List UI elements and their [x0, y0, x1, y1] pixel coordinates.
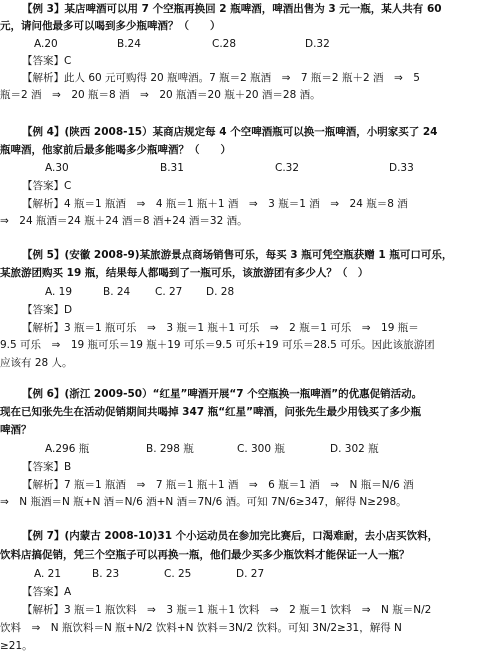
- option-d: D.32: [305, 38, 330, 50]
- answer-line: 【答案】D: [22, 304, 73, 316]
- analysis-line: 【解析】4 瓶＝1 瓶酒 ⇒ 4 瓶＝1 瓶＋1 酒 ⇒ 3 瓶＝1 酒 ⇒ 24 瓶＝8 酒: [22, 198, 408, 210]
- analysis-line: 应该有 28 人。: [0, 357, 73, 369]
- question-line: 瓶啤酒，他家前后最多能喝多少瓶啤酒？（ ）: [0, 144, 231, 156]
- analysis-line: 瓶＝2 酒 ⇒ 20 瓶＝8 酒 ⇒ 20 瓶酒＝20 瓶＋20 酒＝28 酒。: [0, 89, 321, 101]
- question-line: 现在已知张先生在活动促销期间共喝掉 347 瓶“红星”啤酒，问张先生最少用钱买了多少瓶: [0, 406, 422, 418]
- analysis-line: ⇒ 24 瓶酒＝24 瓶＋24 酒＝8 酒+24 酒＝32 酒。: [0, 215, 248, 227]
- option-b: B.24: [117, 38, 141, 50]
- analysis-line: ⇒ N 瓶酒＝N 瓶+N 酒＝N/6 酒+N 酒＝7N/6 酒。可知 7N/6≥347，解得 N≥298。: [0, 496, 407, 508]
- question-line: 饮料店搞促销，凭三个空瓶子可以再换一瓶，他们最少买多少瓶饮料才能保证一人一瓶？: [0, 549, 410, 561]
- analysis-line: 【解析】3 瓶＝1 瓶可乐 ⇒ 3 瓶＝1 瓶＋1 可乐 ⇒ 2 瓶＝1 可乐 ⇒ 19 瓶＝: [22, 322, 419, 334]
- option-c: C. 27: [155, 286, 183, 298]
- question-line: 啤酒？: [0, 424, 32, 436]
- analysis-line: ≥21。: [0, 640, 33, 652]
- question-line: 元，请问他最多可以喝到多少瓶啤酒？（ ）: [0, 20, 221, 32]
- option-c: C. 300 瓶: [237, 443, 285, 455]
- option-a: A.20: [34, 38, 58, 50]
- option-b: B. 23: [92, 568, 120, 580]
- question-line: 【例 7】(内蒙古 2008-10)31 个小运动员在参加完比赛后，口渴难耐，去小店买饮料，: [22, 530, 439, 542]
- option-d: D. 302 瓶: [330, 443, 379, 455]
- option-c: C.28: [212, 38, 237, 50]
- analysis-line: 【解析】7 瓶＝1 瓶酒 ⇒ 7 瓶＝1 瓶＋1 酒 ⇒ 6 瓶＝1 酒 ⇒ N 瓶＝N/6 酒: [22, 479, 414, 491]
- option-a: A.296 瓶: [45, 443, 90, 455]
- answer-line: 【答案】C: [22, 180, 72, 192]
- option-a: A. 21: [34, 568, 62, 580]
- question-line: 【例 3】某店啤酒可以用 7 个空瓶再换回 2 瓶啤酒，啤酒出售为 3 元一瓶，某人共有 60: [22, 3, 442, 15]
- analysis-line: 饮料 ⇒ N 瓶饮料＝N 瓶+N/2 饮料+N 饮料＝3N/2 饮料。可知 3N/2≥31，解得 N: [0, 622, 402, 634]
- question-line: 某旅游团购买 19 瓶，结果每人都喝到了一瓶可乐，该旅游团有多少人？（ ）: [0, 267, 369, 279]
- option-a: A.30: [45, 162, 69, 174]
- option-a: A. 19: [45, 286, 73, 298]
- option-b: B.31: [160, 162, 184, 174]
- analysis-line: 【解析】3 瓶＝1 瓶饮料 ⇒ 3 瓶＝1 瓶＋1 饮料 ⇒ 2 瓶＝1 饮料 ⇒ N 瓶＝N/2: [22, 604, 432, 616]
- option-d: D. 27: [236, 568, 265, 580]
- question-line: 【例 6】(浙江 2009-50）“红星”啤酒开展“7 个空瓶换一瓶啤酒”的优惠促销活动。: [22, 388, 423, 400]
- question-line: 【例 4】(陕西 2008-15）某商店规定每 4 个空啤酒瓶可以换一瓶啤酒，小明家买了 24: [22, 126, 438, 138]
- answer-line: 【答案】A: [22, 586, 72, 598]
- analysis-line: 【解析】此人 60 元可购得 20 瓶啤酒。7 瓶＝2 瓶酒 ⇒ 7 瓶＝2 瓶＋2 酒 ⇒ 5: [22, 72, 420, 84]
- option-b: B. 298 瓶: [146, 443, 194, 455]
- option-c: C.32: [275, 162, 300, 174]
- option-d: D.33: [389, 162, 414, 174]
- option-b: B. 24: [103, 286, 131, 298]
- answer-line: 【答案】B: [22, 461, 72, 473]
- analysis-line: 9.5 可乐 ⇒ 19 瓶可乐＝19 瓶＋19 可乐＝9.5 可乐+19 可乐＝28.5 可乐。因此该旅游团: [0, 339, 435, 351]
- question-line: 【例 5】(安徽 2008-9)某旅游景点商场销售可乐，每买 3 瓶可凭空瓶获赠 1 瓶可口可乐，: [22, 249, 453, 261]
- option-c: C. 25: [164, 568, 192, 580]
- answer-line: 【答案】C: [22, 55, 72, 67]
- option-d: D. 28: [206, 286, 235, 298]
